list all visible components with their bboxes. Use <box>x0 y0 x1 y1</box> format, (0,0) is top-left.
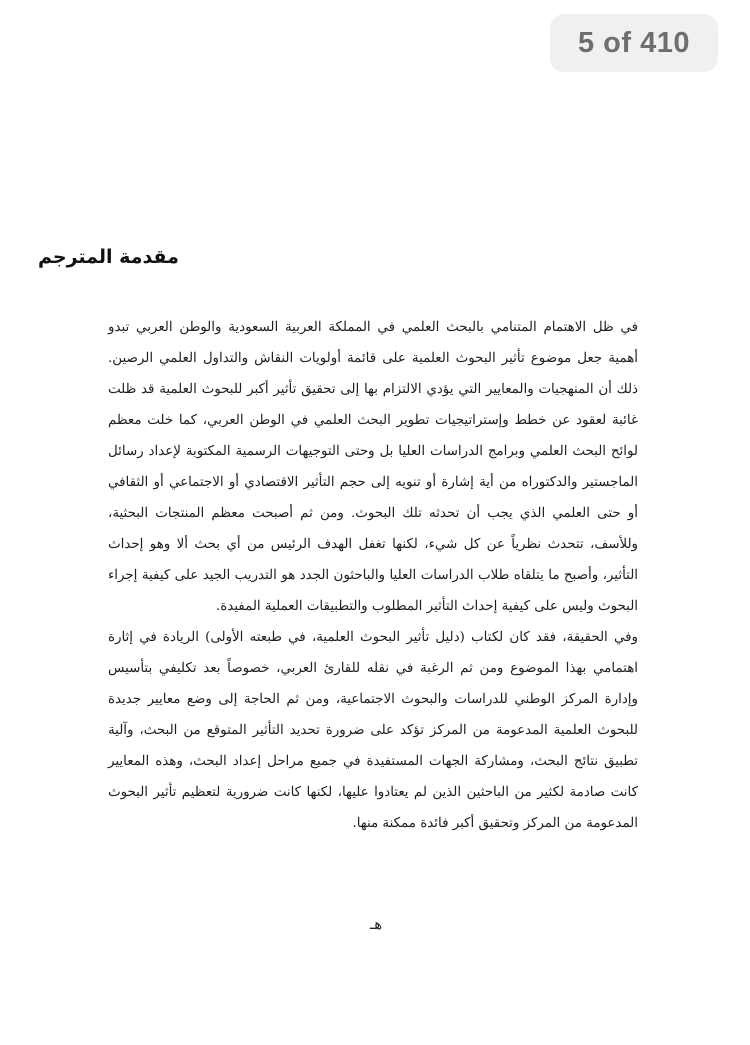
page-title: مقدمة المترجم <box>38 246 179 268</box>
paragraph: وفي الحقيقة، فقد كان لكتاب (دليل تأثير البحوث العلمية، في طبعته الأولى) الريادة في إثارة اهتمامي بهذا الموضوع ومن ثم الرغبة في نقله للقارئ العربي، خصوصاً بعد تكليفي بتأسيس وإدارة المركز الوطني للدراسات والبحوث الاجتماعية، ومن ثم الحاجة إلى وضع معايير جديدة للبحوث العلمية المدعومة من المركز تؤكد على ضرورة تحديد التأثير المتوقع من البحث، وآلية تطبيق نتائج البحث، ومشاركة الجهات المستفيدة في جميع مراحل إعداد البحث، وهذه المعايير كانت صادمة لكثير من الباحثين الذين لم يعتادوا عليها، لكنها كانت ضرورية لتعظيم تأثير البحوث المدعومة من المركز وتحقيق أكبر فائدة ممكنة منها. <box>108 630 638 831</box>
page-number-marker: هـ <box>369 915 383 933</box>
page-indicator-badge: 5 of 410 <box>550 14 718 72</box>
body-text <box>108 312 638 839</box>
paragraph: في ظل الاهتمام المتنامي بالبحث العلمي في المملكة العربية السعودية والوطن العربي تبدو أهمية جعل موضوع تأثير البحوث العلمية على قائمة أولويات النقاش والتداول العلمي الرصين. ذلك أن المنهجيات والمعايير التي يؤدي الالتزام بها إلى تحقيق تأثير أكبر للبحوث العلمية قد ظلت غائبة لعقود عن خطط وإستراتيجيات تطوير البحث العلمي في الوطن العربي، كما خلت معظم لوائح البحث العلمي وبرامج الدراسات العليا بل وحتى التوجيهات الرسمية المكتوبة لإعداد رسائل الماجستير والدكتوراه من أية إشارة أو تنويه إلى حجم التأثير الاقتصادي أو الاجتماعي أو الثقافي أو حتى العلمي الذي يجب أن تحدثه تلك البحوث. ومن ثم أصبحت معظم المنتجات البحثية، وللأسف، تتحدث نظرياً عن كل شيء، لكنها تغفل الهدف الرئيس من أي بحث ألا وهو إحداث التأثير، وأصبح ما يتلقاه طلاب الدراسات العليا والباحثون الجدد هو التدريب الجيد على كيفية إجراء البحوث وليس على كيفية إحداث التأثير المطلوب والتطبيقات العملية المفيدة. <box>108 320 638 614</box>
